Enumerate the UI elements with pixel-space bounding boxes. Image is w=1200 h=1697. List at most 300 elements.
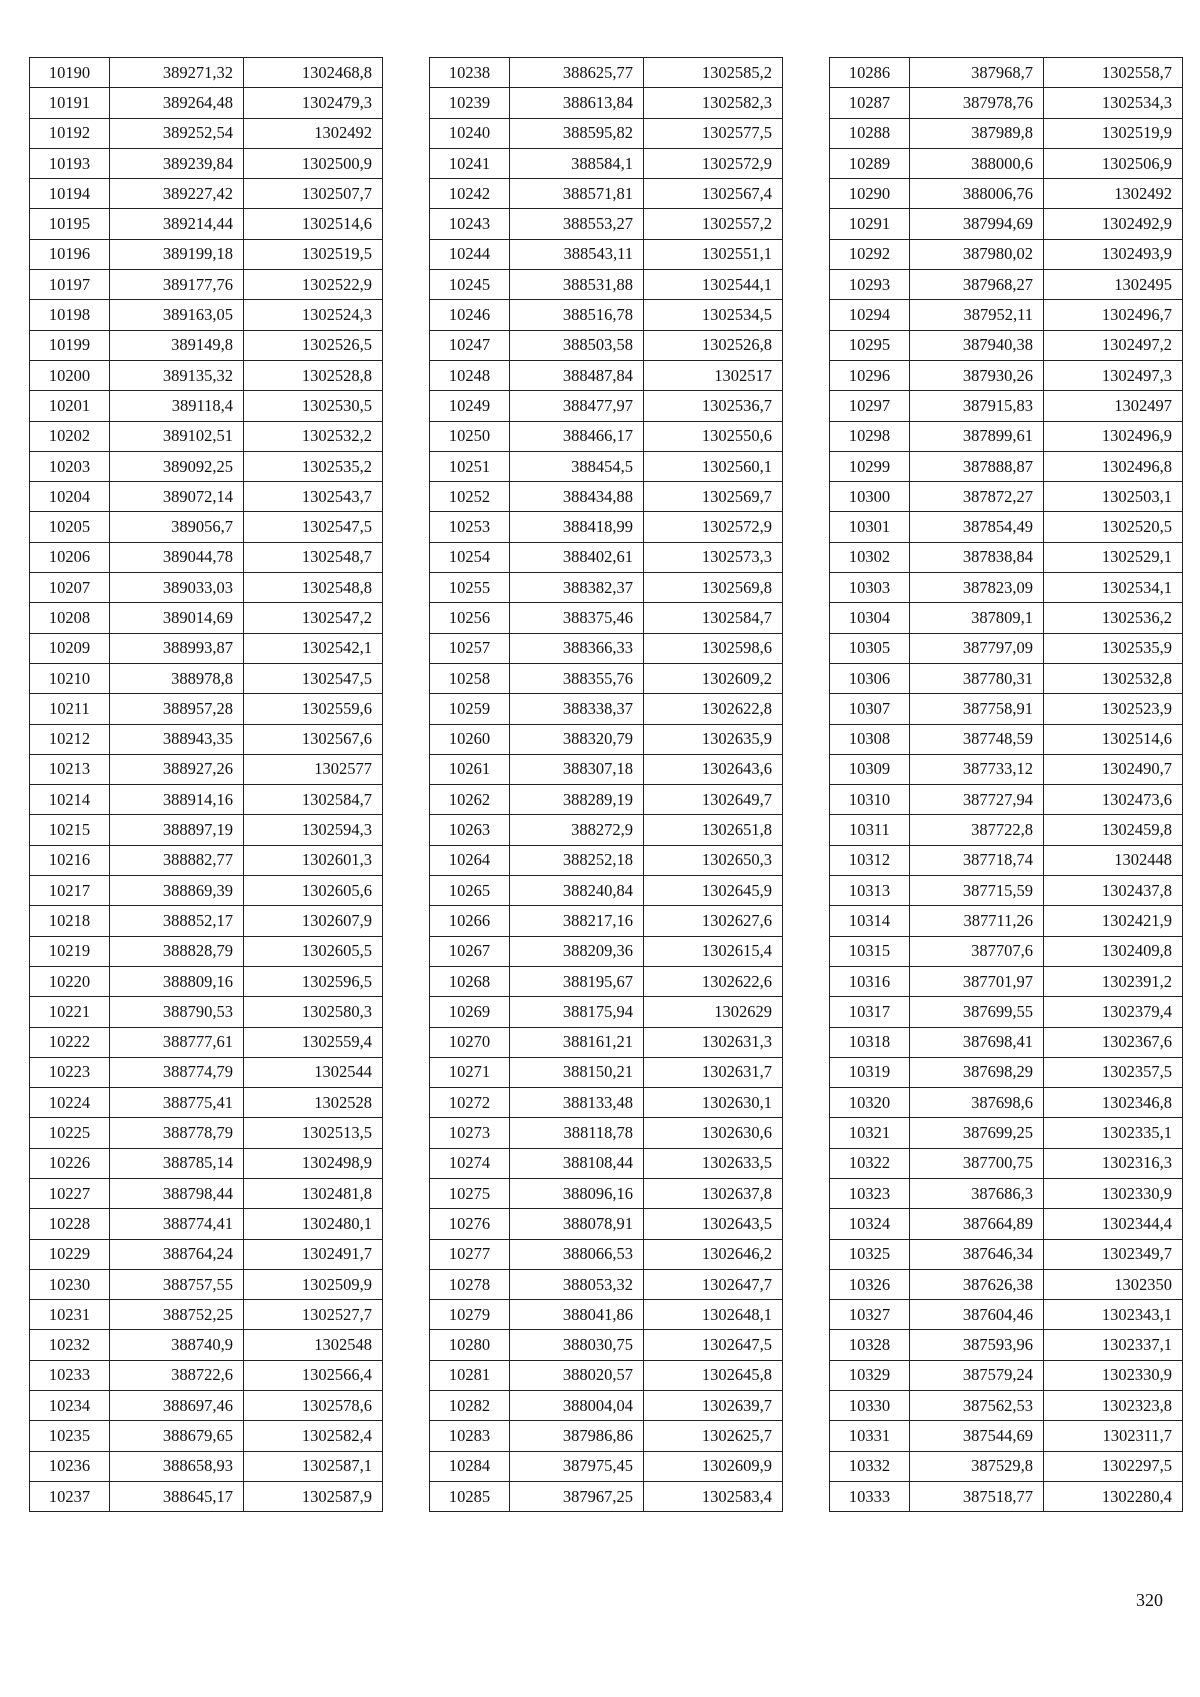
point-number-cell: 10313 [830,876,910,906]
table-row [30,1360,383,1390]
point-number-cell: 10202 [30,421,110,451]
point-number-cell: 10230 [30,1269,110,1299]
table-row [830,300,1183,330]
table-row [430,724,783,754]
table-row [30,936,383,966]
table-row [430,1209,783,1239]
y-coordinate-cell: 1302629 [644,997,783,1027]
point-number-cell: 10318 [830,1027,910,1057]
y-coordinate-cell: 1302519,9 [1044,118,1183,148]
point-number-cell: 10291 [830,209,910,239]
y-coordinate-cell: 1302650,3 [644,845,783,875]
table-row [830,845,1183,875]
table-row [830,209,1183,239]
y-coordinate-cell: 1302520,5 [1044,512,1183,542]
x-coordinate-cell: 387711,26 [910,906,1044,936]
point-number-cell: 10223 [30,1057,110,1087]
y-coordinate-cell: 1302631,7 [644,1057,783,1087]
point-number-cell: 10315 [830,936,910,966]
x-coordinate-cell: 388209,36 [510,936,644,966]
point-number-cell: 10333 [830,1481,910,1511]
y-coordinate-cell: 1302535,9 [1044,633,1183,663]
table-row [830,815,1183,845]
table-row [430,421,783,451]
table-row [830,482,1183,512]
x-coordinate-cell: 388150,21 [510,1057,644,1087]
table-row [430,542,783,572]
y-coordinate-cell: 1302297,5 [1044,1451,1183,1481]
x-coordinate-cell: 387980,02 [910,239,1044,269]
x-coordinate-cell: 388041,86 [510,1300,644,1330]
table-row [830,512,1183,542]
point-number-cell: 10198 [30,300,110,330]
point-number-cell: 10289 [830,148,910,178]
table-row [30,1027,383,1057]
coordinate-table-2 [429,57,783,1512]
x-coordinate-cell: 387854,49 [910,512,1044,542]
y-coordinate-cell: 1302547,5 [244,663,383,693]
y-coordinate-cell: 1302635,9 [644,724,783,754]
x-coordinate-cell: 388571,81 [510,179,644,209]
point-number-cell: 10247 [430,330,510,360]
x-coordinate-cell: 388240,84 [510,876,644,906]
point-number-cell: 10229 [30,1239,110,1269]
y-coordinate-cell: 1302532,8 [1044,663,1183,693]
point-number-cell: 10267 [430,936,510,966]
y-coordinate-cell: 1302596,5 [244,966,383,996]
point-number-cell: 10256 [430,603,510,633]
point-number-cell: 10270 [430,1027,510,1057]
point-number-cell: 10290 [830,179,910,209]
table-row [430,1451,783,1481]
y-coordinate-cell: 1302491,7 [244,1239,383,1269]
point-number-cell: 10244 [430,239,510,269]
x-coordinate-cell: 388503,58 [510,330,644,360]
table-row [430,603,783,633]
x-coordinate-cell: 388774,41 [110,1209,244,1239]
x-coordinate-cell: 387809,1 [910,603,1044,633]
point-number-cell: 10328 [830,1330,910,1360]
y-coordinate-cell: 1302577,5 [644,118,783,148]
point-number-cell: 10317 [830,997,910,1027]
table-row [830,694,1183,724]
point-number-cell: 10212 [30,724,110,754]
table-row [830,966,1183,996]
table-row [30,1148,383,1178]
x-coordinate-cell: 387952,11 [910,300,1044,330]
point-number-cell: 10215 [30,815,110,845]
x-coordinate-cell: 389214,44 [110,209,244,239]
table-row [430,451,783,481]
x-coordinate-cell: 387797,09 [910,633,1044,663]
y-coordinate-cell: 1302582,3 [644,88,783,118]
y-coordinate-cell: 1302311,7 [1044,1421,1183,1451]
point-number-cell: 10246 [430,300,510,330]
x-coordinate-cell: 388957,28 [110,694,244,724]
table-row [30,118,383,148]
y-coordinate-cell: 1302543,7 [244,482,383,512]
x-coordinate-cell: 387664,89 [910,1209,1044,1239]
y-coordinate-cell: 1302507,7 [244,179,383,209]
y-coordinate-cell: 1302526,5 [244,330,383,360]
point-number-cell: 10248 [430,360,510,390]
point-number-cell: 10217 [30,876,110,906]
x-coordinate-cell: 387758,91 [910,694,1044,724]
point-number-cell: 10199 [30,330,110,360]
point-number-cell: 10226 [30,1148,110,1178]
x-coordinate-cell: 388516,78 [510,300,644,330]
x-coordinate-cell: 389102,51 [110,421,244,451]
point-number-cell: 10272 [430,1088,510,1118]
y-coordinate-cell: 1302514,6 [244,209,383,239]
point-number-cell: 10271 [430,1057,510,1087]
y-coordinate-cell: 1302582,4 [244,1421,383,1451]
point-number-cell: 10214 [30,785,110,815]
table-row [30,1057,383,1087]
y-coordinate-cell: 1302651,8 [644,815,783,845]
point-number-cell: 10257 [430,633,510,663]
point-number-cell: 10253 [430,512,510,542]
table-row [30,209,383,239]
x-coordinate-cell: 387707,6 [910,936,1044,966]
table-row [30,542,383,572]
x-coordinate-cell: 387967,25 [510,1481,644,1511]
y-coordinate-cell: 1302316,3 [1044,1148,1183,1178]
point-number-cell: 10305 [830,633,910,663]
point-number-cell: 10259 [430,694,510,724]
y-coordinate-cell: 1302637,8 [644,1178,783,1208]
y-coordinate-cell: 1302643,5 [644,1209,783,1239]
y-coordinate-cell: 1302572,9 [644,512,783,542]
point-number-cell: 10297 [830,391,910,421]
y-coordinate-cell: 1302344,4 [1044,1209,1183,1239]
x-coordinate-cell: 388658,93 [110,1451,244,1481]
table-row [830,1239,1183,1269]
table-row [30,573,383,603]
x-coordinate-cell: 388531,88 [510,270,644,300]
x-coordinate-cell: 388752,25 [110,1300,244,1330]
table-row [830,633,1183,663]
y-coordinate-cell: 1302330,9 [1044,1178,1183,1208]
x-coordinate-cell: 388418,99 [510,512,644,542]
point-number-cell: 10308 [830,724,910,754]
y-coordinate-cell: 1302648,1 [644,1300,783,1330]
table-row [830,1027,1183,1057]
point-number-cell: 10211 [30,694,110,724]
y-coordinate-cell: 1302544 [244,1057,383,1087]
x-coordinate-cell: 388195,67 [510,966,644,996]
y-coordinate-cell: 1302577 [244,754,383,784]
x-coordinate-cell: 387518,77 [910,1481,1044,1511]
table-row [430,1057,783,1087]
point-number-cell: 10325 [830,1239,910,1269]
x-coordinate-cell: 387968,7 [910,58,1044,88]
table-row [30,724,383,754]
y-coordinate-cell: 1302559,4 [244,1027,383,1057]
table-row [30,997,383,1027]
y-coordinate-cell: 1302631,3 [644,1027,783,1057]
table-row [830,724,1183,754]
y-coordinate-cell: 1302528,8 [244,360,383,390]
point-number-cell: 10261 [430,754,510,784]
y-coordinate-cell: 1302566,4 [244,1360,383,1390]
y-coordinate-cell: 1302528 [244,1088,383,1118]
x-coordinate-cell: 387698,6 [910,1088,1044,1118]
y-coordinate-cell: 1302573,3 [644,542,783,572]
x-coordinate-cell: 388697,46 [110,1391,244,1421]
y-coordinate-cell: 1302409,8 [1044,936,1183,966]
y-coordinate-cell: 1302421,9 [1044,906,1183,936]
y-coordinate-cell: 1302633,5 [644,1148,783,1178]
x-coordinate-cell: 387727,94 [910,785,1044,815]
table-row [830,88,1183,118]
point-number-cell: 10275 [430,1178,510,1208]
point-number-cell: 10249 [430,391,510,421]
y-coordinate-cell: 1302330,9 [1044,1360,1183,1390]
point-number-cell: 10304 [830,603,910,633]
y-coordinate-cell: 1302649,7 [644,785,783,815]
y-coordinate-cell: 1302496,9 [1044,421,1183,451]
y-coordinate-cell: 1302490,7 [1044,754,1183,784]
table-row [30,906,383,936]
point-number-cell: 10293 [830,270,910,300]
y-coordinate-cell: 1302594,3 [244,815,383,845]
point-number-cell: 10220 [30,966,110,996]
table-row [830,330,1183,360]
x-coordinate-cell: 387722,8 [910,815,1044,845]
y-coordinate-cell: 1302567,6 [244,724,383,754]
x-coordinate-cell: 388775,41 [110,1088,244,1118]
point-number-cell: 10288 [830,118,910,148]
point-number-cell: 10213 [30,754,110,784]
x-coordinate-cell: 388764,24 [110,1239,244,1269]
y-coordinate-cell: 1302379,4 [1044,997,1183,1027]
x-coordinate-cell: 388897,19 [110,815,244,845]
table-row [430,694,783,724]
point-number-cell: 10263 [430,815,510,845]
table-row [430,906,783,936]
page-number: 320 [1136,1590,1163,1610]
x-coordinate-cell: 387626,38 [910,1269,1044,1299]
point-number-cell: 10314 [830,906,910,936]
y-coordinate-cell: 1302535,2 [244,451,383,481]
table-row [430,330,783,360]
point-number-cell: 10233 [30,1360,110,1390]
point-number-cell: 10321 [830,1118,910,1148]
table-row [830,603,1183,633]
point-number-cell: 10276 [430,1209,510,1239]
y-coordinate-cell: 1302497,2 [1044,330,1183,360]
table-row [30,603,383,633]
x-coordinate-cell: 388096,16 [510,1178,644,1208]
point-number-cell: 10208 [30,603,110,633]
y-coordinate-cell: 1302536,2 [1044,603,1183,633]
table-row [430,845,783,875]
table-row [30,1088,383,1118]
x-coordinate-cell: 387698,29 [910,1057,1044,1087]
x-coordinate-cell: 388066,53 [510,1239,644,1269]
y-coordinate-cell: 1302547,2 [244,603,383,633]
y-coordinate-cell: 1302530,5 [244,391,383,421]
y-coordinate-cell: 1302645,9 [644,876,783,906]
y-coordinate-cell: 1302630,1 [644,1088,783,1118]
y-coordinate-cell: 1302280,4 [1044,1481,1183,1511]
point-number-cell: 10310 [830,785,910,815]
point-number-cell: 10300 [830,482,910,512]
table-row [830,754,1183,784]
y-coordinate-cell: 1302558,7 [1044,58,1183,88]
table-row [30,694,383,724]
table-row [430,1300,783,1330]
x-coordinate-cell: 389199,18 [110,239,244,269]
y-coordinate-cell: 1302437,8 [1044,876,1183,906]
table-row [30,1178,383,1208]
point-number-cell: 10222 [30,1027,110,1057]
point-number-cell: 10232 [30,1330,110,1360]
x-coordinate-cell: 388382,37 [510,573,644,603]
point-number-cell: 10235 [30,1421,110,1451]
y-coordinate-cell: 1302630,6 [644,1118,783,1148]
point-number-cell: 10278 [430,1269,510,1299]
point-number-cell: 10302 [830,542,910,572]
x-coordinate-cell: 389092,25 [110,451,244,481]
x-coordinate-cell: 389264,48 [110,88,244,118]
table-row [30,360,383,390]
x-coordinate-cell: 389056,7 [110,512,244,542]
point-number-cell: 10243 [430,209,510,239]
y-coordinate-cell: 1302532,2 [244,421,383,451]
table-row [830,1391,1183,1421]
point-number-cell: 10238 [430,58,510,88]
x-coordinate-cell: 387733,12 [910,754,1044,784]
y-coordinate-cell: 1302323,8 [1044,1391,1183,1421]
y-coordinate-cell: 1302343,1 [1044,1300,1183,1330]
x-coordinate-cell: 388454,5 [510,451,644,481]
y-coordinate-cell: 1302548 [244,1330,383,1360]
y-coordinate-cell: 1302496,8 [1044,451,1183,481]
y-coordinate-cell: 1302622,6 [644,966,783,996]
table-row [430,1391,783,1421]
table-row [30,512,383,542]
point-number-cell: 10190 [30,58,110,88]
point-number-cell: 10331 [830,1421,910,1451]
x-coordinate-cell: 389239,84 [110,148,244,178]
x-coordinate-cell: 388869,39 [110,876,244,906]
y-coordinate-cell: 1302519,5 [244,239,383,269]
y-coordinate-cell: 1302645,8 [644,1360,783,1390]
point-number-cell: 10287 [830,88,910,118]
x-coordinate-cell: 387780,31 [910,663,1044,693]
y-coordinate-cell: 1302601,3 [244,845,383,875]
x-coordinate-cell: 388133,48 [510,1088,644,1118]
table-row [430,239,783,269]
y-coordinate-cell: 1302497,3 [1044,360,1183,390]
table-row [430,118,783,148]
point-number-cell: 10209 [30,633,110,663]
table-row [830,1421,1183,1451]
y-coordinate-cell: 1302557,2 [644,209,783,239]
y-coordinate-cell: 1302607,9 [244,906,383,936]
x-coordinate-cell: 388785,14 [110,1148,244,1178]
point-number-cell: 10303 [830,573,910,603]
x-coordinate-cell: 387989,8 [910,118,1044,148]
y-coordinate-cell: 1302534,3 [1044,88,1183,118]
x-coordinate-cell: 387888,87 [910,451,1044,481]
y-coordinate-cell: 1302569,7 [644,482,783,512]
table-row [830,1360,1183,1390]
table-row [430,966,783,996]
table-row [30,876,383,906]
y-coordinate-cell: 1302529,1 [1044,542,1183,572]
y-coordinate-cell: 1302335,1 [1044,1118,1183,1148]
x-coordinate-cell: 388543,11 [510,239,644,269]
point-number-cell: 10195 [30,209,110,239]
x-coordinate-cell: 387593,96 [910,1330,1044,1360]
table-row [30,1209,383,1239]
y-coordinate-cell: 1302522,9 [244,270,383,300]
x-coordinate-cell: 387930,26 [910,360,1044,390]
table-row [30,1421,383,1451]
y-coordinate-cell: 1302587,1 [244,1451,383,1481]
x-coordinate-cell: 387838,84 [910,542,1044,572]
table-row [430,270,783,300]
x-coordinate-cell: 388477,97 [510,391,644,421]
point-number-cell: 10265 [430,876,510,906]
x-coordinate-cell: 387986,86 [510,1421,644,1451]
y-coordinate-cell: 1302647,5 [644,1330,783,1360]
point-number-cell: 10205 [30,512,110,542]
x-coordinate-cell: 388000,6 [910,148,1044,178]
table-row [830,785,1183,815]
y-coordinate-cell: 1302646,2 [644,1239,783,1269]
x-coordinate-cell: 388757,55 [110,1269,244,1299]
x-coordinate-cell: 389118,4 [110,391,244,421]
y-coordinate-cell: 1302337,1 [1044,1330,1183,1360]
table-row [30,451,383,481]
table-row [830,1330,1183,1360]
table-row [430,876,783,906]
x-coordinate-cell: 387699,55 [910,997,1044,1027]
x-coordinate-cell: 388978,8 [110,663,244,693]
table-row [830,1088,1183,1118]
x-coordinate-cell: 388613,84 [510,88,644,118]
y-coordinate-cell: 1302572,9 [644,148,783,178]
y-coordinate-cell: 1302578,6 [244,1391,383,1421]
table-row [30,1118,383,1148]
x-coordinate-cell: 387899,61 [910,421,1044,451]
x-coordinate-cell: 388882,77 [110,845,244,875]
point-number-cell: 10323 [830,1178,910,1208]
y-coordinate-cell: 1302625,7 [644,1421,783,1451]
x-coordinate-cell: 388108,44 [510,1148,644,1178]
x-coordinate-cell: 388375,46 [510,603,644,633]
y-coordinate-cell: 1302534,1 [1044,573,1183,603]
x-coordinate-cell: 388078,91 [510,1209,644,1239]
y-coordinate-cell: 1302367,6 [1044,1027,1183,1057]
table-row [830,1481,1183,1511]
x-coordinate-cell: 387699,25 [910,1118,1044,1148]
point-number-cell: 10219 [30,936,110,966]
point-number-cell: 10301 [830,512,910,542]
x-coordinate-cell: 389271,32 [110,58,244,88]
y-coordinate-cell: 1302391,2 [1044,966,1183,996]
x-coordinate-cell: 388466,17 [510,421,644,451]
y-coordinate-cell: 1302524,3 [244,300,383,330]
point-number-cell: 10203 [30,451,110,481]
table-row [430,754,783,784]
point-number-cell: 10236 [30,1451,110,1481]
x-coordinate-cell: 388553,27 [510,209,644,239]
